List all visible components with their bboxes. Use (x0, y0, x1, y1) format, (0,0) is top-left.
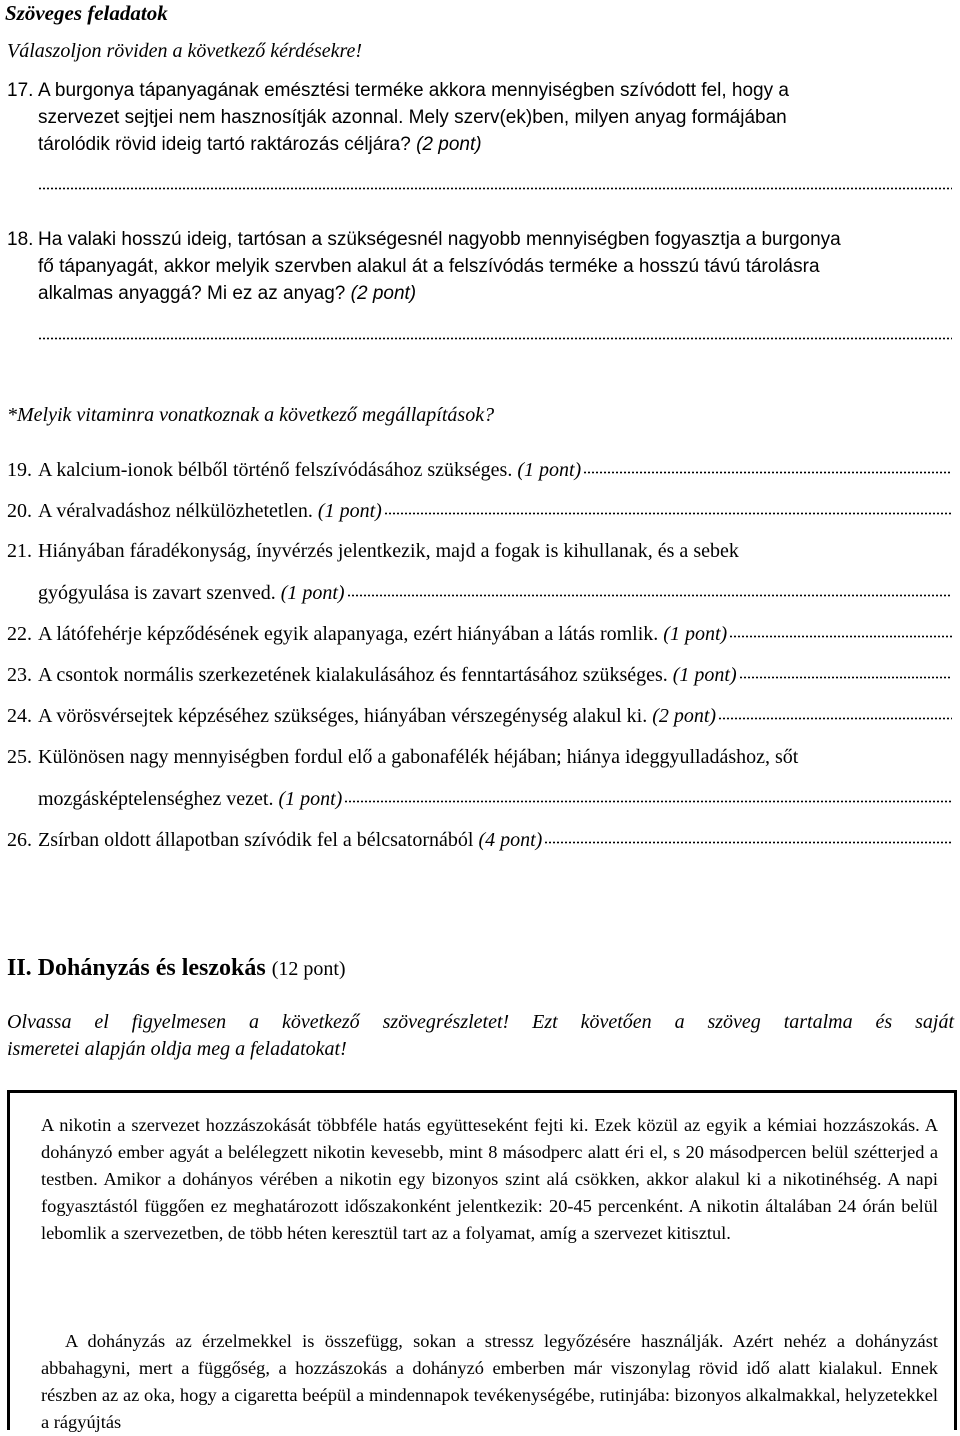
part-2-roman: II. (7, 955, 32, 981)
item-points: (1 pont) (663, 623, 728, 645)
item-text: A véralvadáshoz nélkülözhetetlen. (38, 500, 313, 522)
item-points: (1 pont) (278, 788, 343, 810)
passage-box (7, 1090, 957, 1430)
part-2-instruction-line-1: Olvassa el figyelmesen a következő szövegrészletet! Ezt követően a szöveg tartalma és saját (7, 1011, 954, 1033)
answer-line-25[interactable] (344, 800, 952, 803)
vitamin-item-20 (7, 500, 952, 523)
passage-paragraph-2 (41, 1328, 938, 1436)
vitamin-item-21-line-1: Hiányában fáradékonyság, ínyvérzés jelentkezik, majd a fogak is kihullanak, és a sebek (38, 540, 739, 562)
question-17-line-3 (38, 134, 482, 156)
answer-line-17[interactable] (38, 187, 952, 190)
item-points: (1 pont) (517, 459, 582, 481)
question-18-line-1: Ha valaki hosszú ideig, tartósan a szükségesnél nagyobb mennyiségben fogyasztja a burgonya (38, 229, 841, 250)
vitamin-item-22 (7, 623, 952, 646)
answer-line-20[interactable] (384, 512, 952, 515)
part-2-heading (7, 955, 346, 982)
item-points: (1 pont) (317, 500, 382, 522)
vitamin-item-23 (7, 664, 952, 687)
vitamin-item-19 (7, 459, 952, 482)
question-17-number: 17. (7, 80, 34, 101)
item-text: A kalcium-ionok bélből történő felszívódásához szükséges. (38, 459, 513, 481)
answer-line-24[interactable] (718, 717, 952, 720)
question-18-text: alkalmas anyaggá? Mi ez az anyag? (38, 283, 346, 304)
answer-line-26[interactable] (544, 841, 952, 844)
question-18-points: (2 pont) (350, 283, 417, 304)
vitamin-item-24 (7, 705, 952, 728)
question-17-line-1: A burgonya tápanyagának emésztési terméke akkora mennyiségben szívódott fel, hogy a (38, 80, 789, 101)
item-text: A látófehérje képződésének egyik alapanyaga, ezért hiányában a látás romlik. (38, 623, 659, 645)
item-text: Zsírban oldott állapotban szívódik fel a bélcsatornából (38, 829, 474, 851)
item-points: (2 pont) (652, 705, 717, 727)
item-text: A csontok normális szerkezetének kialakulásához és fenntartásához szükséges. (38, 664, 668, 686)
answer-line-18[interactable] (38, 337, 952, 340)
item-number: 24. (7, 705, 32, 727)
item-text: A vörösvérsejtek képzéséhez szükséges, hiányában vérszegénység alakul ki. (38, 705, 648, 727)
item-points: (4 pont) (478, 829, 543, 851)
vitamin-item-21-number: 21. (7, 540, 32, 562)
passage-paragraph-1-text: A nikotin a szervezet hozzászokását többféle hatás együtteseként fejti ki. Ezek közül az egyik a kémiai hozzászokás. A dohányzó ember agyát a belélegzett nikotin kevesebb, mint 8 másodperc alatt éri el, s 20 másodpercen belül szétterjed a testben. Amikor a dohányos vérében a nikotin egy bizonyos szint alá csökken, akkor alakul ki a nikotinéhség. A napi fogyasztástól függően ez meghatározott időszakonként jelentkezik: 20-45 percenként. A nikotin általában 24 órán belül lebomlik a szervezetben, de több héten keresztül tart az a folyamat, amíg a szervezet kitisztul. (41, 1115, 938, 1243)
item-points: (1 pont) (280, 582, 345, 604)
vitamin-item-26 (7, 829, 952, 852)
item-points: (1 pont) (672, 664, 737, 686)
question-17-text: tárolódik rövid ideig tartó raktározás céljára? (38, 134, 411, 155)
question-18-number: 18. (7, 229, 34, 250)
vitamin-prompt: *Melyik vitaminra vonatkoznak a következő megállapítások? (7, 404, 495, 426)
part-2-points: (12 pont) (271, 958, 346, 980)
part-2-instruction-line-2: ismeretei alapján oldja meg a feladatokat! (7, 1038, 347, 1060)
answer-line-21[interactable] (347, 594, 952, 597)
item-number: 19. (7, 459, 32, 481)
section-title: Szöveges feladatok (5, 1, 168, 25)
vitamin-item-25-line-2 (38, 788, 952, 811)
vitamin-item-25-line-1: Különösen nagy mennyiségben fordul elő a gabonafélék héjában; hiánya ideggyulladáshoz, sőt (38, 746, 799, 768)
item-number: 20. (7, 500, 32, 522)
answer-line-19[interactable] (583, 471, 952, 474)
question-17-line-2: szervezet sejtjei nem hasznosítják azonnal. Mely szerv(ek)ben, milyen anyag formájában (38, 107, 787, 128)
question-17-points: (2 pont) (416, 134, 482, 155)
answer-line-22[interactable] (729, 635, 952, 638)
part-2-title: Dohányzás és leszokás (37, 955, 266, 981)
answer-line-23[interactable] (739, 676, 952, 679)
item-number: 26. (7, 829, 32, 851)
item-number: 22. (7, 623, 32, 645)
item-text: mozgásképtelenséghez vezet. (38, 788, 274, 810)
section-instruction: Válaszoljon röviden a következő kérdésekre! (7, 40, 363, 62)
item-text: gyógyulása is zavart szenved. (38, 582, 276, 604)
passage-paragraph-2-text: A dohányzás az érzelmekkel is összefügg, sokan a stressz legyőzésére használják. Azért nehéz a dohányzást abbahagyni, mert a függőség, a hozzászokás a dohányzó emberben már viszonylag rövid idő alatt kialakul. Ennek részben az az oka, hogy a cigaretta beépül a mindennapok tevékenységébe, rutinjába: bizonyos alkalmakkal, helyzetekkel a rágyújtás (41, 1331, 938, 1432)
vitamin-item-25-number: 25. (7, 746, 32, 768)
passage-paragraph-1 (41, 1112, 938, 1247)
question-18-line-2: fő tápanyagát, akkor melyik szervben alakul át a felszívódás terméke a hosszú távú tárolásra (38, 256, 820, 277)
vitamin-item-21-line-2 (38, 582, 952, 605)
question-18-line-3 (38, 283, 416, 305)
item-number: 23. (7, 664, 32, 686)
